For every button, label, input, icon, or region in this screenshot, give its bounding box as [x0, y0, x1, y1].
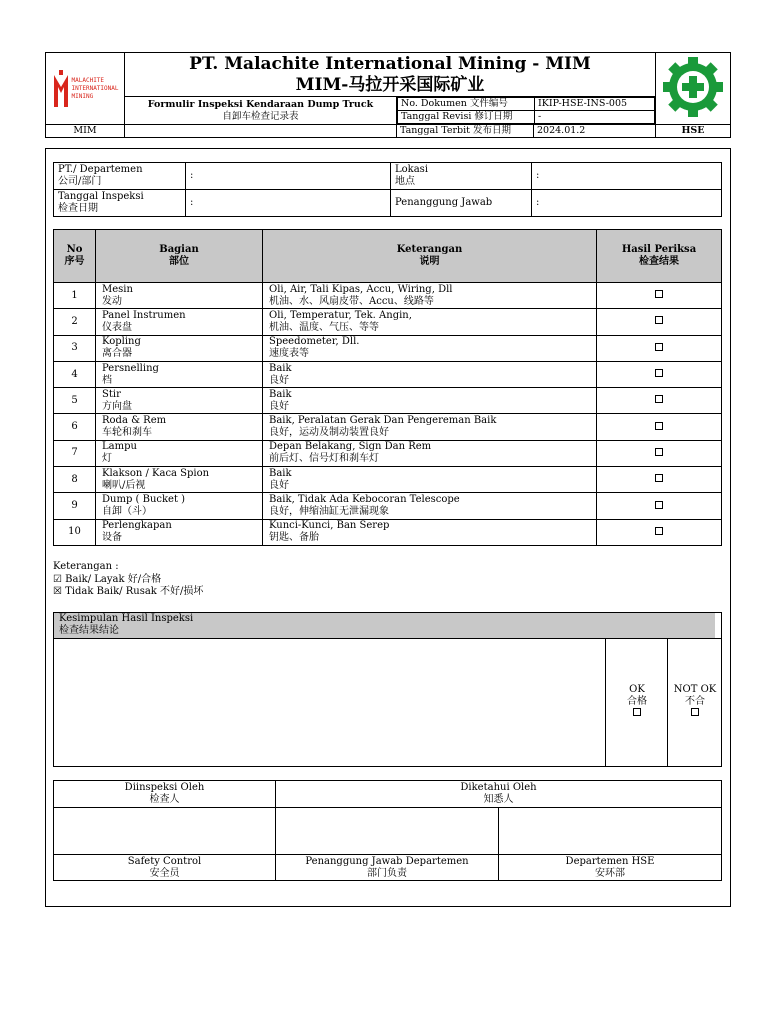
row-hasil[interactable]: [597, 467, 722, 493]
lokasi-label-cell: [391, 163, 532, 190]
row-keterangan: Oli, Temperatur, Tek. Angin, 机油、温度、气压、等等: [263, 309, 597, 335]
notok-checkbox[interactable]: [691, 708, 699, 716]
notok-label-cn: 不合: [685, 696, 705, 707]
table-row: [54, 309, 722, 335]
notok-option[interactable]: [669, 639, 721, 766]
logo-cell: [46, 53, 125, 125]
row-hasil[interactable]: [597, 335, 722, 361]
safety-control-label: Safety Control 安全员: [54, 855, 276, 881]
table-row: [54, 493, 722, 519]
tanggal-label: Tanggal Inspeksi: [58, 191, 144, 202]
logo-text-2: INTERNATIONAL: [71, 84, 119, 92]
hse-dept-label: Departemen HSE 安环部: [499, 855, 722, 881]
dept-label-cn: 公司/部门: [58, 176, 102, 187]
header-table: [45, 52, 731, 138]
row-no: 6: [54, 414, 96, 440]
conclusion-box: [53, 612, 722, 767]
form-title-cell: [125, 97, 397, 125]
company-title: PT. Malachite International Mining - MIM: [189, 53, 591, 74]
legend-good: ☑ Baik/ Layak 好/合格: [53, 573, 162, 585]
row-hasil[interactable]: [597, 309, 722, 335]
result-checkbox[interactable]: [655, 316, 663, 324]
revision-date-label: Tanggal Revisi 修订日期: [398, 111, 535, 124]
right-code: HSE: [656, 125, 731, 138]
row-hasil[interactable]: [597, 283, 722, 309]
legend-title: Keterangan :: [53, 561, 119, 572]
result-checkbox[interactable]: [655, 343, 663, 351]
result-checkbox[interactable]: [655, 395, 663, 403]
row-bagian: Roda & Rem 车轮和刹车: [96, 414, 263, 440]
row-keterangan: Baik 良好: [263, 388, 597, 414]
safety-gear-icon: [661, 55, 725, 119]
pj-input[interactable]: :: [532, 190, 722, 217]
row-keterangan: Baik 良好: [263, 361, 597, 387]
col-hasil: Hasil Periksa 检查结果: [597, 230, 722, 283]
signature-safety[interactable]: [54, 808, 276, 855]
blank-cell: [125, 125, 397, 138]
conclusion-title: Kesimpulan Hasil Inspeksi: [59, 613, 194, 624]
doc-info-cell: [397, 97, 656, 125]
row-keterangan: Kunci-Kunci, Ban Serep 钥匙、备胎: [263, 519, 597, 545]
row-no: 7: [54, 440, 96, 466]
row-bagian: Lampu 灯: [96, 440, 263, 466]
row-no: 9: [54, 493, 96, 519]
dept-input[interactable]: :: [186, 163, 391, 190]
lokasi-label: Lokasi: [395, 164, 429, 175]
inspected-by-header: Diinspeksi Oleh 检查人: [54, 781, 276, 808]
company-logo-icon: [52, 69, 70, 109]
company-title-cn: MIM-马拉开采国际矿业: [295, 74, 485, 95]
table-row: [54, 388, 722, 414]
row-keterangan: Baik, Tidak Ada Kebocoran Telescope 良好，伸缩油缸无泄漏现象: [263, 493, 597, 519]
row-keterangan: Oli, Air, Tali Kipas, Accu, Wiring, Dll 机油、水、风扇皮带、Accu、线路等: [263, 283, 597, 309]
row-no: 4: [54, 361, 96, 387]
row-keterangan: Baik 良好: [263, 467, 597, 493]
signature-table: [53, 780, 722, 881]
row-bagian: Persnelling 档: [96, 361, 263, 387]
result-checkbox[interactable]: [655, 527, 663, 535]
table-row: [54, 361, 722, 387]
inspection-table: [53, 229, 722, 546]
table-row: [54, 414, 722, 440]
col-keterangan: Keterangan 说明: [263, 230, 597, 283]
doc-number-label: No. Dokumen 文件编号: [398, 98, 535, 111]
tanggal-label-cell: [54, 190, 186, 217]
company-title-cell: [125, 53, 656, 97]
result-checkbox[interactable]: [655, 501, 663, 509]
revision-date-value: -: [535, 111, 655, 124]
row-bagian: Panel Instrumen 仪表盘: [96, 309, 263, 335]
known-by-header: Diketahui Oleh 知悉人: [276, 781, 722, 808]
legend-bad: ☒ Tidak Baik/ Rusak 不好/损坏: [53, 586, 204, 597]
conclusion-header: [54, 613, 715, 638]
signature-pj-dept[interactable]: [276, 808, 499, 855]
publish-date-value: 2024.01.2: [534, 125, 656, 138]
table-row: [54, 467, 722, 493]
row-no: 2: [54, 309, 96, 335]
row-no: 10: [54, 519, 96, 545]
row-keterangan: Depan Belakang, Sign Dan Rem 前后灯、信号灯和刹车灯: [263, 440, 597, 466]
legend: [53, 561, 203, 599]
row-hasil[interactable]: [597, 388, 722, 414]
row-bagian: Mesin 发动: [96, 283, 263, 309]
table-row: [54, 283, 722, 309]
row-bagian: Klakson / Kaca Spion 喇叭/后视: [96, 467, 263, 493]
conclusion-notes-area[interactable]: [54, 639, 606, 766]
notok-label: NOT OK: [673, 684, 717, 695]
lokasi-label-cn: 地点: [395, 176, 415, 187]
row-bagian: Perlengkapan 设备: [96, 519, 263, 545]
form-title-cn: 自卸车检查记录表: [222, 110, 299, 122]
pj-dept-label: Penanggung Jawab Departemen 部门负责: [276, 855, 499, 881]
tanggal-label-cn: 检查日期: [58, 203, 98, 214]
row-keterangan: Speedometer, Dll. 速度表等: [263, 335, 597, 361]
result-checkbox[interactable]: [655, 290, 663, 298]
col-no: No 序号: [54, 230, 96, 283]
doc-number-value: IKIP-HSE-INS-005: [535, 98, 655, 111]
ok-checkbox[interactable]: [633, 708, 641, 716]
pj-label: Penanggung Jawab: [391, 190, 532, 217]
left-code: MIM: [46, 125, 125, 138]
row-hasil[interactable]: [597, 440, 722, 466]
row-hasil[interactable]: [597, 519, 722, 545]
col-bagian: Bagian 部位: [96, 230, 263, 283]
row-hasil[interactable]: [597, 414, 722, 440]
gear-logo-cell: [656, 53, 731, 125]
table-row: [54, 335, 722, 361]
row-bagian: Dump ( Bucket ) 自卸（斗）: [96, 493, 263, 519]
logo-text-3: MINING: [71, 92, 94, 100]
result-checkbox[interactable]: [655, 474, 663, 482]
ok-label-cn: 合格: [627, 696, 647, 707]
lokasi-input[interactable]: :: [532, 163, 722, 190]
info-table: [53, 162, 722, 217]
dept-label: PT./ Departemen: [58, 164, 143, 175]
row-no: 1: [54, 283, 96, 309]
signature-hse[interactable]: [499, 808, 722, 855]
table-row: [54, 440, 722, 466]
ok-label: OK: [629, 684, 645, 695]
row-keterangan: Baik, Peralatan Gerak Dan Pengereman Baik 良好，运动及制动装置良好: [263, 414, 597, 440]
row-no: 8: [54, 467, 96, 493]
row-hasil[interactable]: [597, 493, 722, 519]
logo-text-1: MALACHITE: [71, 76, 105, 84]
row-no: 5: [54, 388, 96, 414]
row-no: 3: [54, 335, 96, 361]
publish-date-label: Tanggal Terbit 发布日期: [397, 125, 534, 138]
table-row: [54, 519, 722, 545]
row-hasil[interactable]: [597, 361, 722, 387]
tanggal-input[interactable]: :: [186, 190, 391, 217]
form-title: Formulir Inspeksi Kendaraan Dump Truck: [147, 98, 374, 110]
row-bagian: Stir 方向盘: [96, 388, 263, 414]
result-checkbox[interactable]: [655, 422, 663, 430]
row-bagian: Kopling 离合器: [96, 335, 263, 361]
ok-option[interactable]: [607, 639, 668, 766]
result-checkbox[interactable]: [655, 369, 663, 377]
conclusion-title-cn: 检查结果结论: [59, 625, 119, 636]
dept-label-cell: [54, 163, 186, 190]
result-checkbox[interactable]: [655, 448, 663, 456]
